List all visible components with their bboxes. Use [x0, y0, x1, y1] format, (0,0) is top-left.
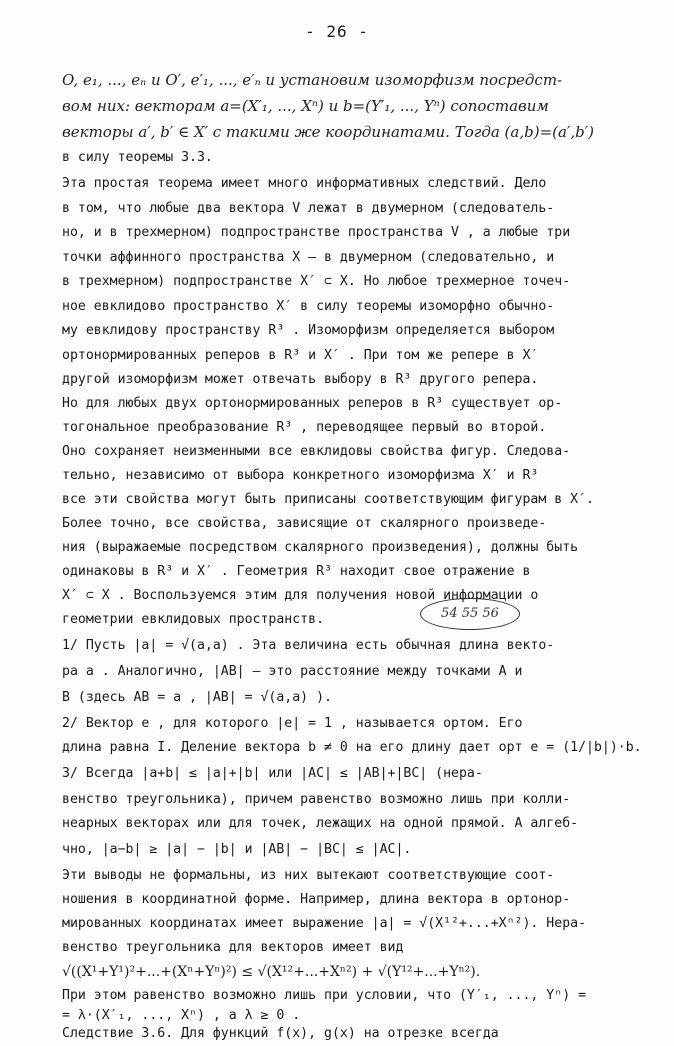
text-line-7: но, и в трехмерном) подпространстве пространства V , а любые три [62, 225, 571, 240]
text-line-11: му евклидову пространству R³ . Изоморфизм определяется выбором [62, 323, 555, 338]
text-line-35: мированных координатах имеет выражение |a| = √(X¹²+...+Xⁿ²). Нера- [62, 916, 587, 931]
text-line-10: ное евклидово пространство X′ в силу теоремы изоморфно обычно- [62, 299, 555, 314]
text-line-3: векторы a′, b′ ∈ X′ с такими же координатами. Тогда (a,b)=(a′,b′) [62, 123, 594, 141]
text-line-8: точки аффинного пространства X – в двумерном (следовательно, и [62, 250, 555, 265]
text-line-24: 1/ Пусть |a| = √(a,a) . Эта величина есть обычная длина векто- [62, 638, 555, 653]
text-line-25: ра a . Аналогично, |AB| – это расстояние между точками A и [62, 664, 523, 679]
text-line-31: неарных векторах или для точек, лежащих на одной прямой. А алгеб- [62, 816, 579, 831]
text-line-19: Более точно, все свойства, зависящие от скалярного произведе- [62, 516, 547, 531]
text-line-32: чно, |a−b| ≥ |a| − |b| и |AB| − |BC| ≤ |AC|. [62, 842, 412, 857]
text-line-4: в силу теоремы 3.3. [62, 150, 213, 165]
text-line-29: 3/ Всегда |a+b| ≤ |a|+|b| или |AC| ≤ |AB|+|BC| (нера- [62, 766, 483, 781]
text-line-28: длина равна I. Деление вектора b ≠ 0 на его длину дает орт e = (1/|b|)·b. [62, 740, 642, 755]
text-line-40: Следствие 3.6. Для функций f(x), g(x) на отрезке всегда [62, 1026, 499, 1041]
text-line-30: венство треугольника), причем равенство возможно лишь при колли- [62, 792, 571, 807]
text-line-39: = λ·(X′₁, ..., Xⁿ) , а λ ≥ 0 . [62, 1008, 301, 1023]
text-line-37: √((X¹+Y¹)²+...+(Xⁿ+Yⁿ)²) ≤ √(X¹²+...+Xⁿ²) + √(Y¹²+...+Yⁿ²). [62, 964, 481, 980]
text-line-13: другой изоморфизм может отвечать выбору в R³ другого репера. [62, 372, 539, 387]
text-line-15: тогональное преобразование R³ , переводящее первый во второй. [62, 420, 547, 435]
text-line-26: B (здесь AB = a , |AB| = √(a,a) ). [62, 690, 332, 705]
text-line-34: ношения в координатной форме. Например, длина вектора в ортонор- [62, 892, 571, 907]
text-line-21: одинаковы в R³ и X′ . Геометрия R³ находит свое отражение в [62, 564, 531, 579]
text-line-23: геометрии евклидовых пространств. [62, 612, 325, 627]
text-line-33: Эти выводы не формальны, из них вытекают соответствующие соот- [62, 868, 555, 883]
page-number: - 26 - [305, 22, 369, 41]
text-line-9: в трехмерном) подпространстве X′ ⊂ X. Но любое трехмерное точеч- [62, 274, 571, 289]
text-line-20: ния (выражаемые посредством скалярного произведения), должны быть [62, 540, 579, 555]
text-line-5: Эта простая теорема имеет много информативных следствий. Дело [62, 176, 547, 191]
text-line-1: O, e₁, ..., eₙ и O′, e′₁, ..., e′ₙ и установим изоморфизм посредст- [62, 71, 563, 89]
text-line-18: все эти свойства могут быть приписаны соответствующим фигурам в X′. [62, 492, 594, 507]
text-line-14: Но для любых двух ортонормированных реперов в R³ существует ор- [62, 396, 563, 411]
text-line-16: Оно сохраняет неизменными все евклидовы свойства фигур. Следова- [62, 444, 571, 459]
text-line-17: тельно, независимо от выбора конкретного изоморфизма X′ и R³ [62, 468, 539, 483]
text-line-22: X′ ⊂ X . Воспользуемся этим для получения новой информации о [62, 588, 539, 603]
text-line-12: ортонормированных реперов в R³ и X′ . При том же репере в X′ [62, 348, 539, 363]
text-line-38: При этом равенство возможно лишь при условии, что (Y′₁, ..., Yⁿ) = [62, 988, 587, 1003]
text-line-36: венство треугольника для векторов имеет вид [62, 940, 404, 955]
text-line-6: в том, что любые два вектора V лежат в двумерном (следователь- [62, 201, 555, 216]
text-line-2: вом них: векторам a=(X′₁, ..., Xⁿ) и b=(Y′₁, ..., Yⁿ) сопоставим [62, 97, 549, 115]
text-line-27: 2/ Вектор e , для которого |e| = 1 , называется ортом. Его [62, 716, 523, 731]
handwritten-stamp: 54 55 56 [420, 598, 520, 630]
